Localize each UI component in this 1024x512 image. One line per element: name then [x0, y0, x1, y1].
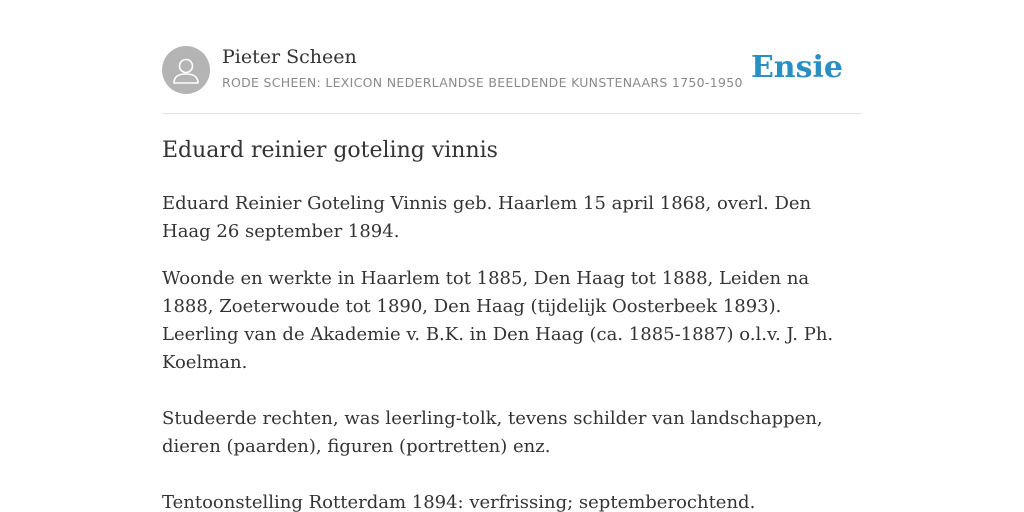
- paragraph-gap: [162, 461, 862, 489]
- paragraph-gap: [162, 377, 862, 405]
- paragraph: Woonde en werkte in Haarlem tot 1885, Den Haag tot 1888, Leiden na 1888, Zoeterwoude tot 1890, Den Haag (tijdelijk Oosterbeek 1893). Leerling van de Akademie v. B.K. in Den Haag (ca. 1885-1887) o.l.v. J. Ph. Koelman.: [162, 268, 834, 373]
- source-name[interactable]: RODE SCHEEN: LEXICON NEDERLANDSE BEELDENDE KUNSTENAARS 1750-1950: [222, 75, 743, 90]
- paragraph: Tentoonstelling Rotterdam 1894: verfrissing; septemberochtend.: [162, 492, 756, 512]
- article-body: [162, 190, 862, 512]
- brand-logo[interactable]: Ensie: [750, 50, 843, 85]
- user-icon: [162, 46, 210, 94]
- author-header: [162, 46, 862, 96]
- divider: [162, 113, 862, 114]
- avatar[interactable]: [162, 46, 210, 94]
- author-name[interactable]: Pieter Scheen: [222, 46, 357, 68]
- page-title: Eduard reinier goteling vinnis: [162, 138, 498, 163]
- paragraph: Eduard Reinier Goteling Vinnis geb. Haarlem 15 april 1868, overl. Den Haag 26 september 1894.: [162, 193, 812, 242]
- paragraph: Studeerde rechten, was leerling-tolk, tevens schilder van landschappen, dieren (paarden), figuren (portretten) enz.: [162, 408, 823, 457]
